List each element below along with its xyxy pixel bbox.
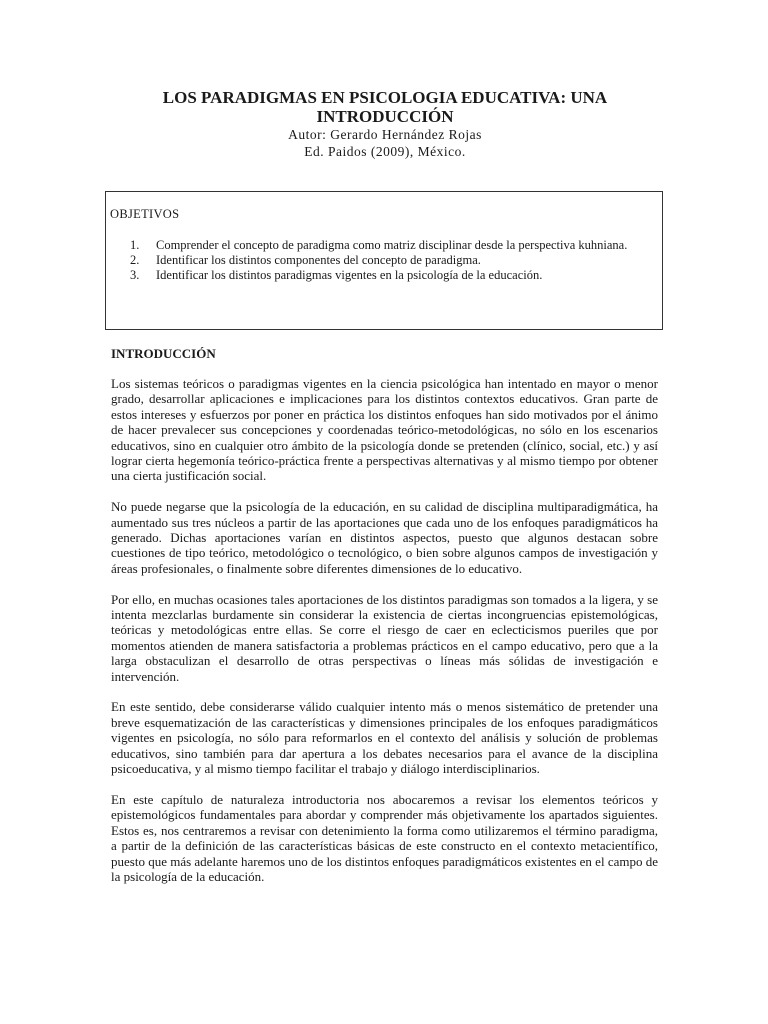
- paragraph: Por ello, en muchas ocasiones tales aportaciones de los distintos paradigmas son tomados a la ligera, y se intenta mezclarlas burdamente sin considerar la existencia de ciertas incongruencias epistemológicas, teóricas y metodológicas entre ellas. Se corre el riesgo de caer en eclecticismos pueriles que por momentos atienden de manera satisfactoria a problemas prácticos en el campo educativo, pero que a la larga obstaculizan el desarrollo de otras perspectivas o líneas más sólidas de investigación e intervención.: [111, 591, 658, 684]
- paragraph: No puede negarse que la psicología de la educación, en su calidad de disciplina multiparadigmática, ha aumentado sus tres núcleos a partir de las aportaciones que cada uno de los enfoques paradigmáticos ha generado. Dichas aportaciones varían en distintos aspectos, puesto que algunos destacan sobre cuestiones de tipo teórico, metodológico o tecnológico, o bien sobre algunos campos de investigación y áreas profesionales, o finalmente sobre diferentes dimensiones de lo educativo.: [111, 499, 658, 576]
- list-item: [130, 238, 656, 253]
- document-edition: Ed. Paidos (2009), México.: [304, 144, 466, 159]
- document-title: LOS PARADIGMAS EN PSICOLOGIA EDUCATIVA: UNA INTRODUCCIÓN: [162, 88, 608, 126]
- paragraph: En este capítulo de naturaleza introductoria nos abocaremos a revisar los elementos teóricos y epistemológicos fundamentales para abordar y comprender más objetivamente los apartados siguientes. Estos es, nos centraremos a revisar con detenimiento la forma como utilizaremos el término paradigma, a partir de la definición de las características básicas de este constructo en el contexto metacientífico, puesto que más adelante haremos uno de los distintos enfoques paradigmáticos existentes en el campo de la psicología de la educación.: [111, 791, 658, 884]
- list-item: [130, 268, 656, 283]
- paragraph: En este sentido, debe considerarse válido cualquier intento más o menos sistemático de pretender una breve esquematización de las características y dimensiones principales de los enfoques paradigmáticos vigentes en psicología, no sólo para reformarlos en el contexto del análisis y solución de problemas educativos, sino también para dar apertura a los debates necesarios para el avance de la disciplina psicoeducativa, y al mismo tiempo facilitar el trabajo y diálogo interdisciplinarios.: [111, 699, 658, 777]
- list-item-text: Identificar los distintos componentes del concepto de paradigma.: [156, 253, 481, 267]
- list-item-number: 2.: [130, 253, 140, 267]
- list-item-number: 3.: [130, 268, 140, 282]
- list-item-number: 1.: [130, 238, 140, 252]
- paragraph: Los sistemas teóricos o paradigmas vigentes en la ciencia psicológica han intentado en mayor o menor grado, desarrollar aplicaciones e implicaciones para los distintos contextos educativos. Gran parte de estos intereses y esfuerzos por poner en práctica los distintos enfoques han sido motivados por el ánimo de hacer prevalecer sus concepciones y coordenadas teórico-metodológicas, no sólo en los escenarios educativos, sino en cualquier otro ámbito de la psicología donde se pretenden (clínico, social, etc.) y así lograr cierta hegemonía teórico-práctica frente a perspectivas alternativas y al mismo tiempo por obtener una cierta justificación social.: [111, 376, 658, 484]
- list-item-text: Comprender el concepto de paradigma como matriz disciplinar desde la perspectiva kuhniana.: [156, 238, 628, 252]
- objectives-list: [130, 238, 656, 283]
- objectives-heading: OBJETIVOS: [110, 207, 180, 221]
- body-text: [111, 376, 658, 900]
- section-heading: INTRODUCCIÓN: [111, 346, 216, 361]
- document-author: Autor: Gerardo Hernández Rojas: [288, 127, 482, 142]
- objectives-box: [105, 191, 663, 330]
- list-item-text: Identificar los distintos paradigmas vigentes en la psicología de la educación.: [156, 268, 543, 282]
- list-item: [130, 253, 656, 268]
